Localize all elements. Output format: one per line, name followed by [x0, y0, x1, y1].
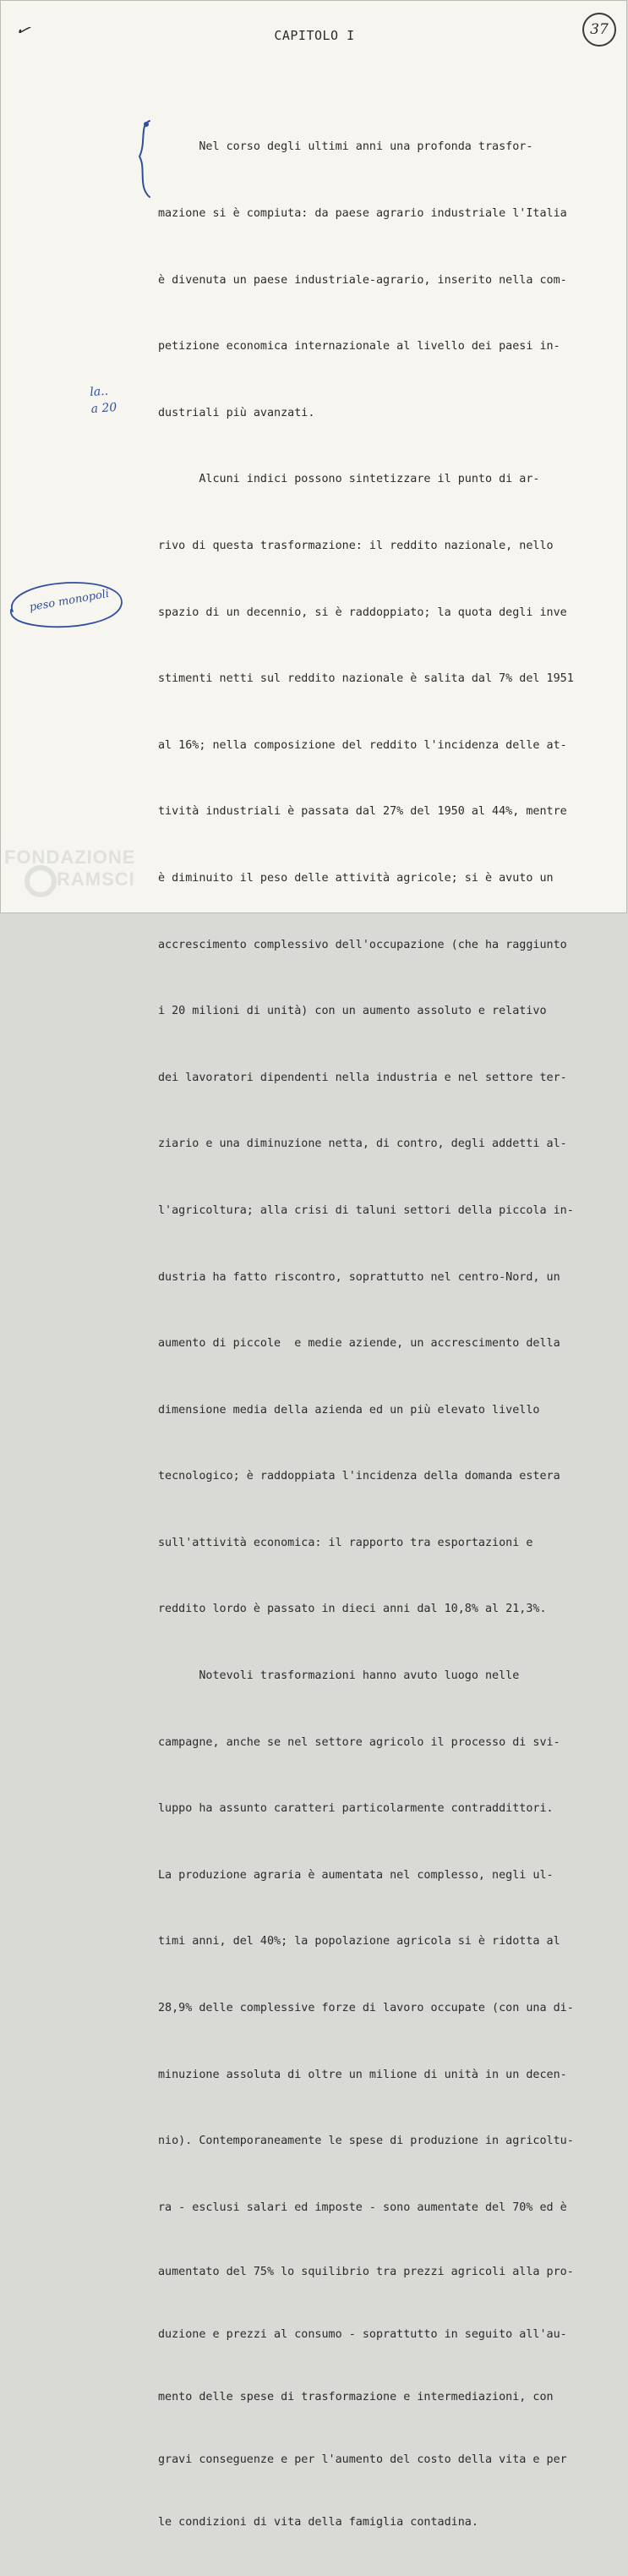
margin-note-line: la..	[89, 384, 109, 400]
text-line: mazione si è compiuta: da paese agrario industriale l'Italia	[158, 207, 567, 220]
text-line: ra - esclusi salari ed imposte - sono aumentate del 70% ed è	[158, 2201, 567, 2214]
text-line: Alcuni indici possono sintetizzare il punto di ar-	[158, 473, 540, 486]
text-line: 28,9% delle complessive forze di lavoro occupate (con una di-	[158, 2002, 574, 2015]
text-line: è divenuta un paese industriale-agrario, inserito nella com-	[158, 273, 567, 287]
text-line: aumento di piccole e medie aziende, un accrescimento della	[158, 1337, 560, 1351]
text-line: timi anni, del 40%; la popolazione agricola si è ridotta al	[158, 1935, 560, 1948]
text-line: i 20 milioni di unità) con un aumento assoluto e relativo	[158, 1005, 547, 1018]
text-line: è diminuito il peso delle attività agricole; si è avuto un	[158, 871, 554, 885]
watermark-line: FONDAZIONE	[4, 847, 136, 868]
text-line: sull'attività economica: il rapporto tra esportazioni e	[158, 1536, 533, 1549]
text-line: duzione e prezzi al consumo - soprattutto in seguito all'au-	[158, 2328, 567, 2342]
archive-watermark	[1, 847, 178, 914]
text-line: dustriali più avanzati.	[158, 406, 315, 419]
text-line: spazio di un decennio, si è raddoppiato; la quota degli inve	[158, 606, 567, 619]
watermark-line: RAMSCI	[57, 869, 135, 890]
text-line: ziario e una diminuzione netta, di contro, degli addetti al-	[158, 1137, 567, 1151]
text-line: aumentato del 75% lo squilibrio tra prezzi agricoli alla pro-	[158, 2266, 574, 2279]
text-line: petizione economica internazionale al livello dei paesi in-	[158, 340, 560, 354]
text-line: Notevoli trasformazioni hanno avuto luogo nelle	[158, 1669, 520, 1683]
text-line: La produzione agraria è aumentata nel complesso, negli ul-	[158, 1868, 554, 1882]
text-line: luppo ha assunto caratteri particolarmente contraddittori.	[158, 1802, 554, 1816]
chapter-heading: CAPITOLO I	[274, 28, 355, 43]
check-mark-annotation: ✓	[13, 17, 34, 42]
body-text	[158, 92, 606, 2576]
text-line: reddito lordo è passato in dieci anni dal 10,8% al 21,3%.	[158, 1603, 547, 1616]
text-line: campagne, anche se nel settore agricolo il processo di svi-	[158, 1735, 560, 1749]
text-line: al 16%; nella composizione del reddito l'incidenza delle at-	[158, 738, 567, 752]
text-line: dustria ha fatto riscontro, soprattutto nel centro-Nord, un	[158, 1270, 560, 1284]
text-line: gravi conseguenze e per l'aumento del costo della vita e per	[158, 2453, 567, 2467]
text-line: dimensione media della azienda ed un più elevato livello	[158, 1403, 540, 1417]
margin-note-text: peso monopoli	[28, 587, 111, 615]
margin-brace-icon	[133, 119, 155, 199]
text-line: minuzione assoluta di oltre un milione di unità in un decen-	[158, 2068, 567, 2081]
page-number-circled: 37	[582, 13, 616, 47]
text-line: dei lavoratori dipendenti nella industria e nel settore ter-	[158, 1071, 567, 1084]
text-line: nio). Contemporaneamente le spese di produzione in agricoltu-	[158, 2135, 574, 2148]
text-line: accrescimento complessivo dell'occupazione (che ha raggiunto	[158, 938, 567, 951]
text-line: mento delle spese di trasformazione e intermediazioni, con	[158, 2391, 554, 2404]
watermark-logo-icon	[25, 865, 57, 897]
text-line: stimenti netti sul reddito nazionale è salita dal 7% del 1951	[158, 672, 574, 686]
text-line: l'agricoltura; alla crisi di taluni settori della piccola in-	[158, 1203, 574, 1217]
text-line: tecnologico; è raddoppiata l'incidenza della domanda estera	[158, 1470, 560, 1483]
margin-note-circled	[3, 578, 128, 632]
text-line: Nel corso degli ultimi anni una profonda trasfor-	[158, 140, 533, 154]
text-line: rivo di questa trasformazione: il reddito nazionale, nello	[158, 539, 554, 552]
text-line: le condizioni di vita della famiglia contadina.	[158, 2516, 478, 2529]
text-line: tività industriali è passata dal 27% del 1950 al 44%, mentre	[158, 805, 567, 819]
margin-note-line: a 20	[90, 400, 117, 417]
margin-note-handwritten	[90, 382, 117, 418]
